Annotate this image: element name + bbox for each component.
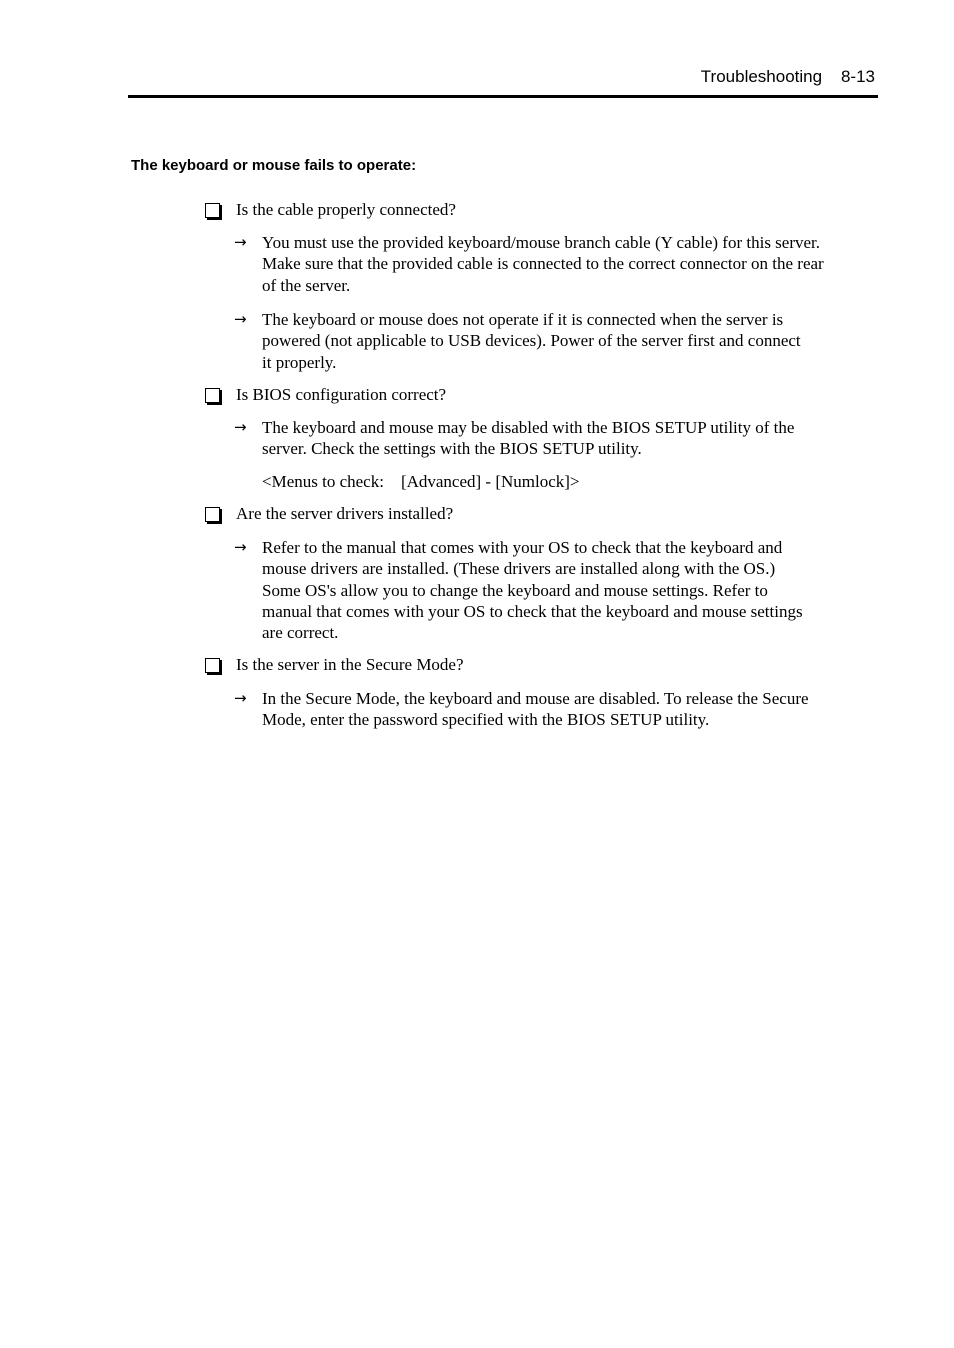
check-item-bios: [205, 384, 885, 406]
check-item-cable: [205, 199, 885, 221]
question-text: Is the server in the Secure Mode?: [236, 655, 464, 674]
checkbox-icon: [205, 507, 220, 522]
answer-text: The keyboard or mouse does not operate if it is connected when the server is powered (not applicable to USB devices). Power of the server first and connect it properly.: [262, 310, 801, 372]
menus-to-check-note: <Menus to check: [Advanced] - [Numlock]>: [262, 472, 580, 491]
right-arrow-icon: →: [234, 538, 247, 556]
checkbox-icon: [205, 203, 220, 218]
answer-text: In the Secure Mode, the keyboard and mouse are disabled. To release the Secure Mode, enter the password specified with the BIOS SETUP utility.: [262, 689, 809, 730]
answer-text: Refer to the manual that comes with your OS to check that the keyboard and mouse drivers are installed. (These drivers are installed along with the OS.) Some OS's allow you to change the keyboard and mouse settings. Refer to manual that comes with your OS to check that the keyboard and mouse settings are correct.: [262, 538, 803, 643]
checkbox-icon: [205, 388, 220, 403]
right-arrow-icon: →: [234, 418, 247, 436]
check-item-secure-mode: [205, 654, 885, 676]
section-heading: The keyboard or mouse fails to operate:: [131, 157, 417, 174]
checkbox-icon: [205, 658, 220, 673]
right-arrow-icon: →: [234, 310, 247, 328]
check-item-drivers: [205, 503, 885, 525]
answer-text: You must use the provided keyboard/mouse branch cable (Y cable) for this server. Make sure that the provided cable is connected to the correct connector on the rear of the server.: [262, 233, 824, 295]
running-header: Troubleshooting 8-13: [700, 67, 875, 86]
answer-text: The keyboard and mouse may be disabled with the BIOS SETUP utility of the server. Check the settings with the BIOS SETUP utility.: [262, 418, 795, 459]
right-arrow-icon: →: [234, 689, 247, 707]
right-arrow-icon: →: [234, 233, 247, 251]
question-text: Is BIOS configuration correct?: [236, 385, 447, 404]
question-text: Are the server drivers installed?: [236, 504, 454, 523]
page-header: [128, 64, 878, 98]
question-text: Is the cable properly connected?: [236, 200, 456, 219]
